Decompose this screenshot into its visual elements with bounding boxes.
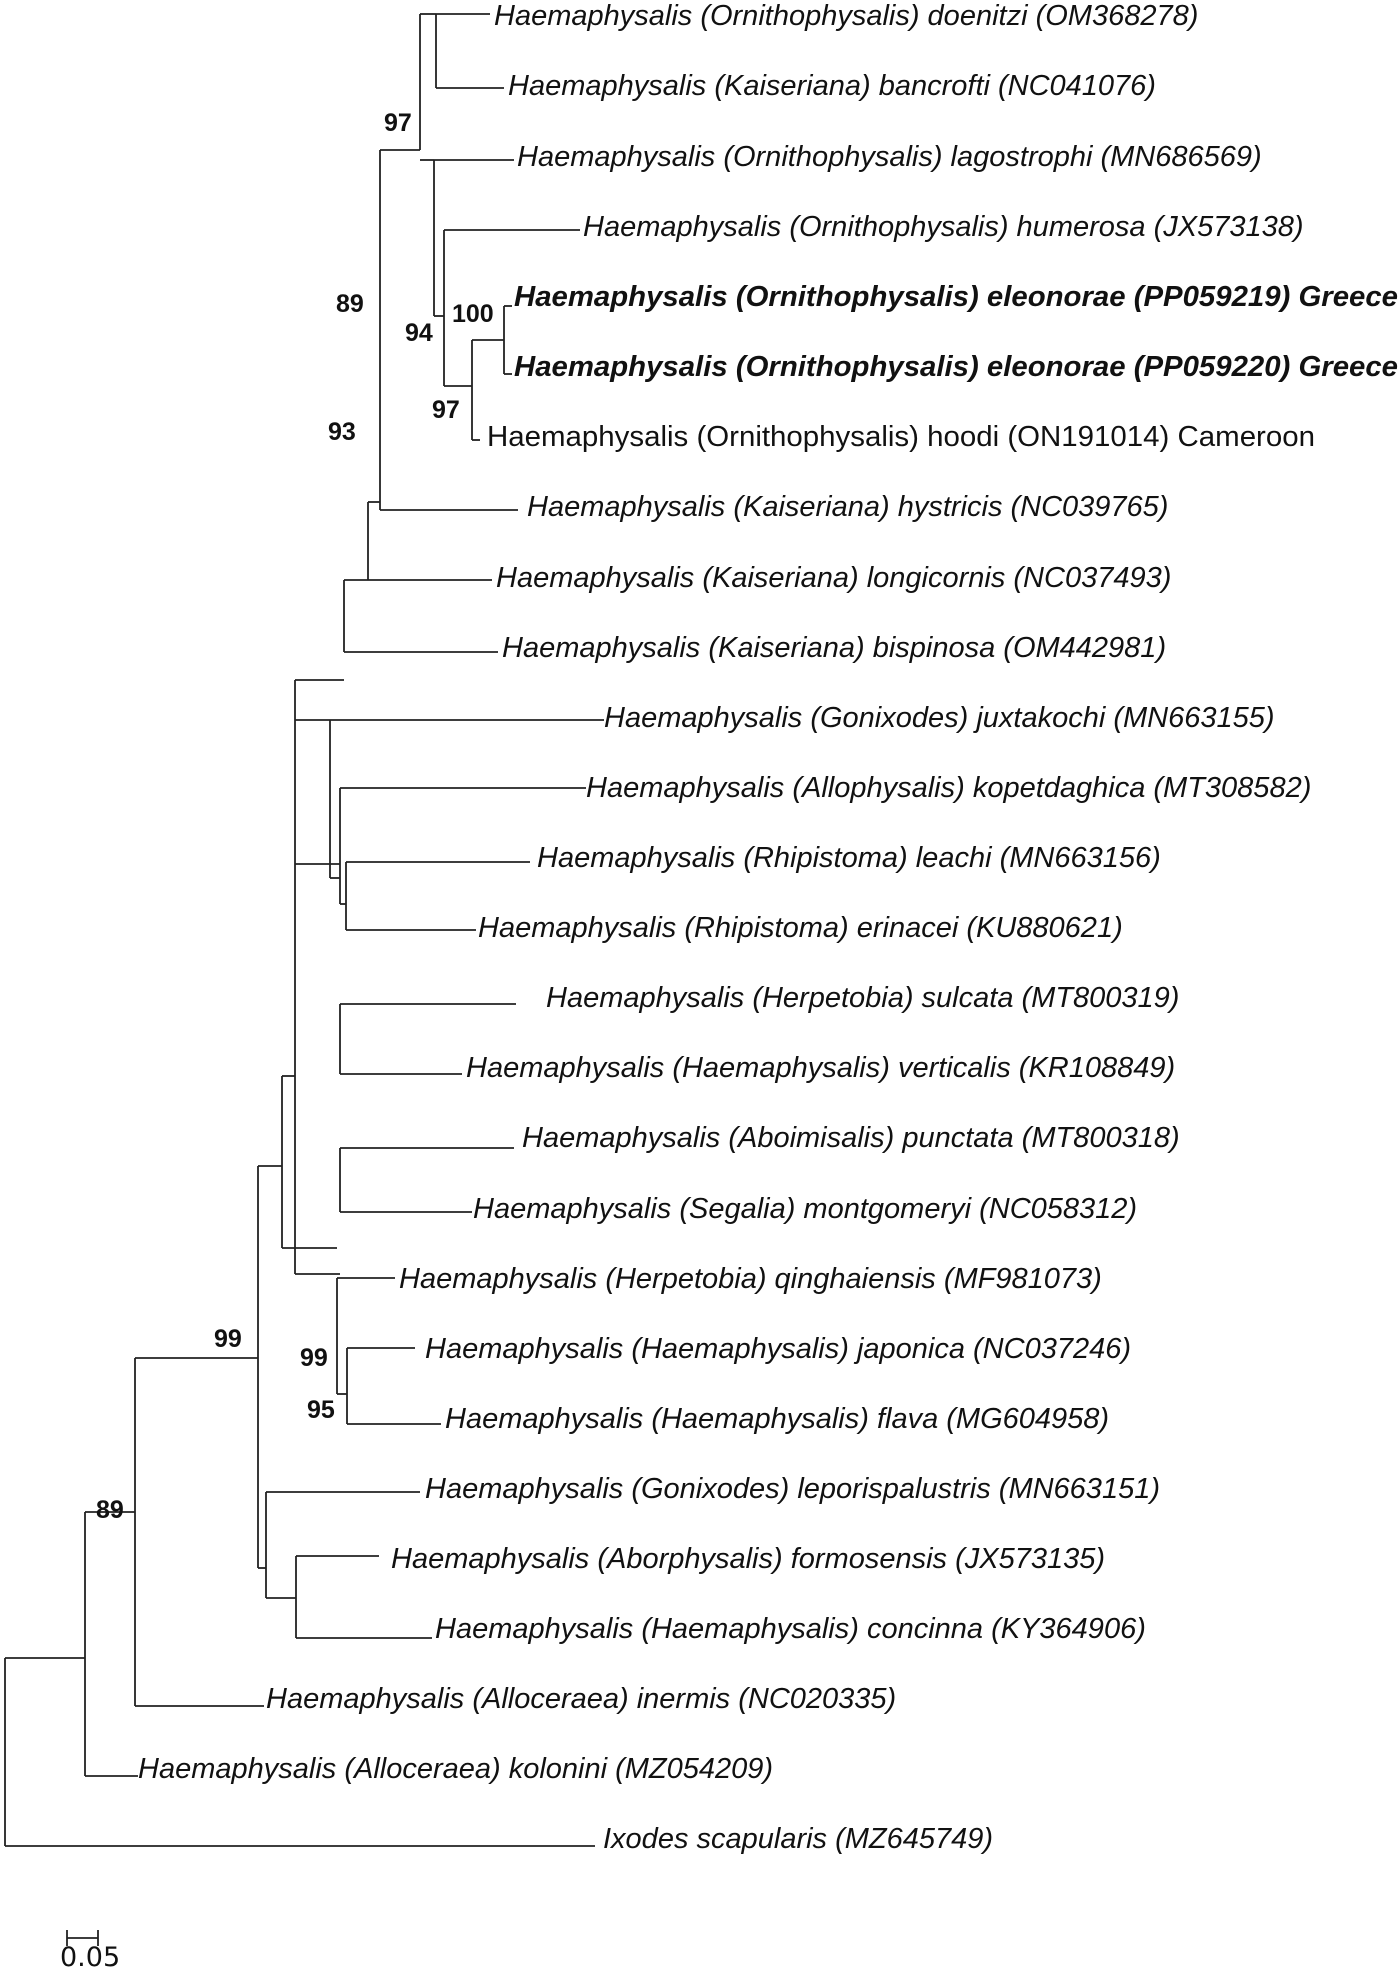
taxon-label-lagostrophi: Haemaphysalis (Ornithophysalis) lagostrophi (MN686569)	[517, 141, 1262, 173]
taxon-label-humerosa: Haemaphysalis (Ornithophysalis) humerosa (JX573138)	[583, 211, 1304, 243]
taxon-label-bispinosa: Haemaphysalis (Kaiseriana) bispinosa (OM442981)	[502, 632, 1167, 664]
taxon-label-punctata: Haemaphysalis (Aboimisalis) punctata (MT800318)	[522, 1122, 1180, 1154]
taxon-label-montgomeryi: Haemaphysalis (Segalia) montgomeryi (NC058312)	[473, 1193, 1138, 1225]
taxon-label-erinacei: Haemaphysalis (Rhipistoma) erinacei (KU880621)	[478, 912, 1123, 944]
scale-bar-label: 0.05	[60, 1942, 121, 1972]
taxon-label-sulcata: Haemaphysalis (Herpetobia) sulcata (MT800319)	[546, 982, 1180, 1014]
bootstrap-value: 95	[307, 1396, 335, 1424]
taxon-label-flava: Haemaphysalis (Haemaphysalis) flava (MG604958)	[445, 1403, 1110, 1435]
taxon-label-hoodi: Haemaphysalis (Ornithophysalis) hoodi (ON191014) Cameroon	[487, 421, 1315, 453]
taxon-label-longicornis: Haemaphysalis (Kaiseriana) longicornis (NC037493)	[496, 562, 1172, 594]
bootstrap-value: 97	[384, 109, 412, 137]
taxon-label-eleonorae-pp059219: Haemaphysalis (Ornithophysalis) eleonorae (PP059219) Greece	[514, 281, 1398, 313]
taxon-label-qinghaiensis: Haemaphysalis (Herpetobia) qinghaiensis (MF981073)	[399, 1263, 1102, 1295]
taxon-label-japonica: Haemaphysalis (Haemaphysalis) japonica (NC037246)	[425, 1333, 1131, 1365]
taxon-label-hystricis: Haemaphysalis (Kaiseriana) hystricis (NC039765)	[527, 491, 1169, 523]
taxon-label-kolonini: Haemaphysalis (Alloceraea) kolonini (MZ054209)	[138, 1753, 774, 1785]
taxon-label-kopetdaghica: Haemaphysalis (Allophysalis) kopetdaghica (MT308582)	[586, 772, 1312, 804]
bootstrap-value: 93	[328, 418, 356, 446]
taxon-label-doenitzi: Haemaphysalis (Ornithophysalis) doenitzi (OM368278)	[494, 0, 1199, 32]
bootstrap-value: 89	[336, 290, 364, 318]
bootstrap-value: 99	[300, 1344, 328, 1372]
bootstrap-value: 97	[432, 396, 460, 424]
taxon-label-leporispalustris: Haemaphysalis (Gonixodes) leporispalustris (MN663151)	[425, 1473, 1160, 1505]
scale-bar	[60, 1930, 120, 1972]
taxon-label-leachi: Haemaphysalis (Rhipistoma) leachi (MN663156)	[537, 842, 1161, 874]
taxon-label-juxtakochi: Haemaphysalis (Gonixodes) juxtakochi (MN663155)	[604, 702, 1275, 734]
taxon-label-inermis: Haemaphysalis (Alloceraea) inermis (NC020335)	[266, 1683, 897, 1715]
taxon-label-verticalis: Haemaphysalis (Haemaphysalis) verticalis (KR108849)	[466, 1052, 1176, 1084]
taxon-label-eleonorae-pp059220: Haemaphysalis (Ornithophysalis) eleonorae (PP059220) Greece	[514, 351, 1398, 383]
bootstrap-value: 100	[452, 300, 494, 328]
taxon-label-concinna: Haemaphysalis (Haemaphysalis) concinna (KY364906)	[435, 1613, 1146, 1645]
bootstrap-value: 89	[96, 1496, 124, 1524]
taxon-label-formosensis: Haemaphysalis (Aborphysalis) formosensis (JX573135)	[391, 1543, 1106, 1575]
bootstrap-value: 99	[214, 1325, 242, 1353]
taxon-label-scapularis: Ixodes scapularis (MZ645749)	[603, 1823, 994, 1855]
bootstrap-value: 94	[405, 319, 433, 347]
taxon-label-bancrofti: Haemaphysalis (Kaiseriana) bancrofti (NC041076)	[508, 70, 1156, 102]
